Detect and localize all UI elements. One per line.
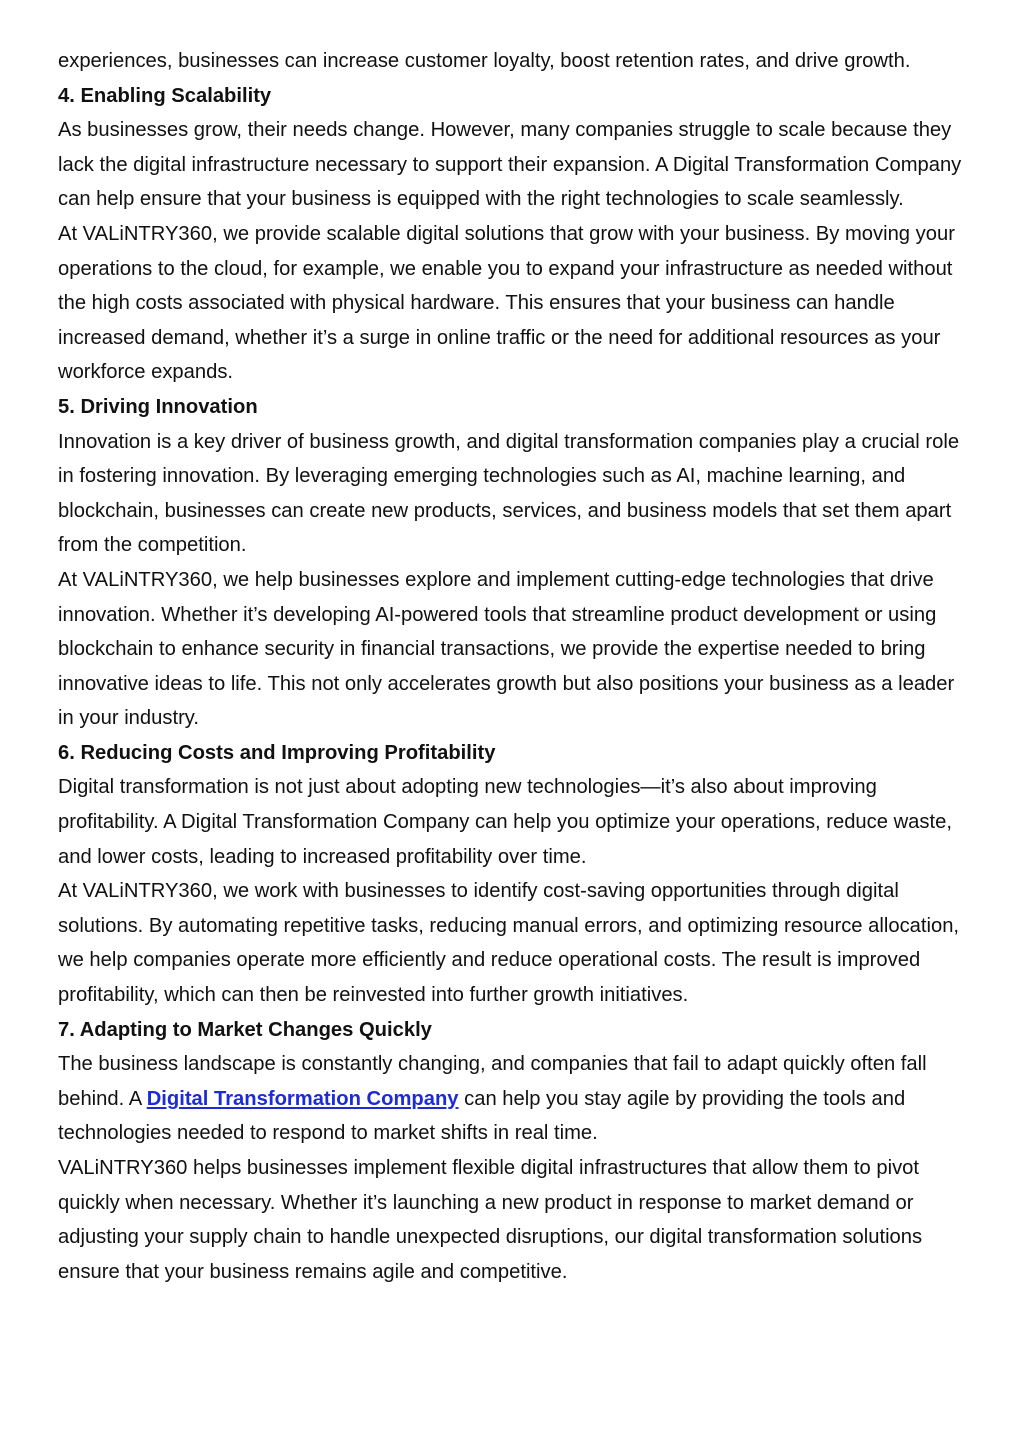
paragraph-costs-intro: Digital transformation is not just about adopting new technologies—it’s also about improving profitability. A Digital Transformation Company can help you optimize your operations, reduce waste, and lower costs, leading to increased profitability over time.	[58, 776, 952, 868]
paragraph-scalability-valintry: At VALiNTRY360, we provide scalable digital solutions that grow with your business. By moving your operations to the cloud, for example, we enable you to expand your infrastructure as needed without the high costs associated with physical hardware. This ensures that your business can handle increased demand, whether it’s a surge in online traffic or the need for additional resources as your workforce expands.	[58, 222, 955, 384]
heading-enabling-scalability: 4. Enabling Scalability	[58, 84, 272, 107]
paragraph-market-valintry: VALiNTRY360 helps businesses implement flexible digital infrastructures that allow them to pivot quickly when necessary. Whether it’s launching a new product in response to market demand or adjusting your supply chain to handle unexpected disruptions, our digital transformation solutions ensure that your business remains agile and competitive.	[58, 1157, 923, 1283]
paragraph-intro-continued: experiences, businesses can increase customer loyalty, boost retention rates, and drive growth.	[58, 50, 911, 72]
paragraph-scalability-intro: As businesses grow, their needs change. However, many companies struggle to scale because they lack the digital infrastructure necessary to support their expansion. A Digital Transformation Company can help ensure that your business is equipped with the right technologies to scale seamlessly.	[58, 119, 962, 211]
paragraph-market-text-before: The business landscape is constantly changing, and companies that fail to adapt quickly often fall behind. A	[58, 1053, 927, 1110]
paragraph-market-text-after: can help you stay agile by providing the tools and technologies needed to respond to market shifts in real time.	[58, 1087, 906, 1145]
paragraph-innovation-valintry: At VALiNTRY360, we help businesses explore and implement cutting-edge technologies that drive innovation. Whether it’s developing AI-powered tools that streamline product development or using blockchain to enhance security in financial transactions, we provide the expertise needed to bring innovative ideas to life. This not only accelerates growth but also positions your business as a leader in your industry.	[58, 568, 955, 730]
digital-transformation-company-link[interactable]: Digital Transformation Company	[146, 1087, 459, 1110]
heading-driving-innovation: 5. Driving Innovation	[58, 395, 258, 418]
heading-reducing-costs: 6. Reducing Costs and Improving Profitability	[58, 741, 496, 764]
paragraph-innovation-intro: Innovation is a key driver of business growth, and digital transformation companies play a crucial role in fostering innovation. By leveraging emerging technologies such as AI, machine learning, and blockchain, businesses can create new products, services, and business models that set them apart from the competition.	[58, 430, 960, 557]
document-page	[58, 44, 970, 1289]
paragraph-market-intro	[58, 1047, 970, 1151]
paragraph-costs-valintry: At VALiNTRY360, we work with businesses to identify cost-saving opportunities through digital solutions. By automating repetitive tasks, reducing manual errors, and optimizing resource allocation, we help companies operate more efficiently and reduce operational costs. The result is improved profitability, which can then be reinvested into further growth initiatives.	[58, 880, 960, 1007]
heading-adapting-market: 7. Adapting to Market Changes Quickly	[58, 1018, 432, 1041]
